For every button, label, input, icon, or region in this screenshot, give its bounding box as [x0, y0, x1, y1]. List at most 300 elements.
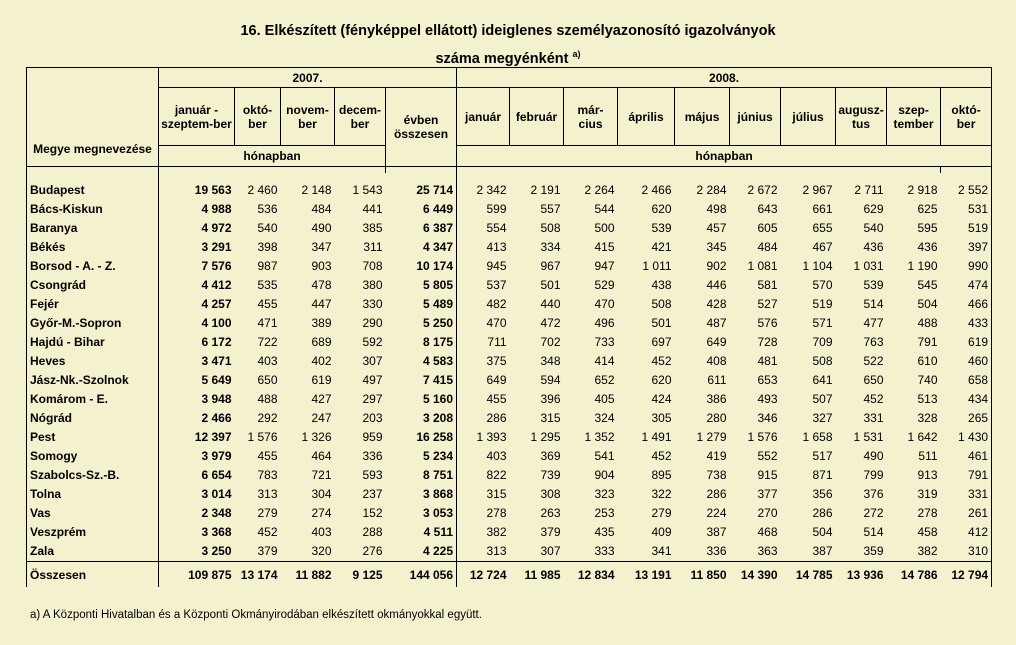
cell-value: 519 [941, 219, 992, 238]
cell-value: 5 234 [386, 447, 457, 466]
cell-value: 1 658 [802, 430, 833, 444]
cell-value: 484 [757, 240, 778, 254]
cell-value: 619 [311, 373, 332, 387]
cell-value: 1 031 [853, 259, 884, 273]
cell-value: 474 [941, 276, 992, 295]
cell-value: 519 [812, 297, 833, 311]
cell-value: 279 [257, 506, 278, 520]
cell-value: 791 [917, 335, 938, 349]
cell-value: 5 649 [201, 373, 232, 387]
cell-value: 2 672 [747, 183, 778, 197]
county-name: Borsod - A. - Z. [27, 257, 159, 276]
cell-value: 4 100 [201, 316, 232, 330]
cell-value: 336 [362, 449, 383, 463]
cell-value: 1 430 [941, 428, 992, 447]
cell-value: 2 284 [696, 183, 727, 197]
cell-value: 387 [781, 542, 836, 562]
cell-value: 540 [257, 221, 278, 235]
cell-value: 708 [362, 259, 383, 273]
cell-value: 288 [362, 525, 383, 539]
cell-value: 13 191 [618, 562, 675, 588]
cell-value: 253 [594, 506, 615, 520]
cell-value: 446 [706, 278, 727, 292]
header-honapban-2008: hónapban [457, 146, 992, 167]
cell-value: 650 [257, 373, 278, 387]
cell-value: 328 [917, 411, 938, 425]
cell-value: 11 850 [675, 562, 730, 588]
cell-value: 508 [812, 354, 833, 368]
cell-value: 320 [281, 542, 335, 562]
cell-value: 643 [757, 202, 778, 216]
header-2007-month: októ-ber [235, 88, 281, 146]
cell-value: 1 295 [530, 430, 561, 444]
cell-value: 610 [917, 354, 938, 368]
cell-value: 1 642 [907, 430, 938, 444]
table-title-line2 [0, 49, 1016, 67]
cell-value: 514 [863, 297, 884, 311]
cell-value: 363 [730, 542, 781, 562]
cell-value: 571 [812, 316, 833, 330]
cell-value: 464 [311, 449, 332, 463]
county-name: Hajdú - Bihar [27, 333, 159, 352]
county-name: Pest [27, 428, 159, 447]
cell-value: 14 786 [887, 562, 941, 588]
cell-value: 504 [917, 297, 938, 311]
cell-value: 280 [706, 411, 727, 425]
cell-value: 513 [917, 392, 938, 406]
cell-value: 3 291 [201, 240, 232, 254]
header-year-2007: 2007. [159, 68, 457, 88]
cell-value: 13 174 [235, 562, 281, 588]
cell-value: 478 [311, 278, 332, 292]
cell-value: 14 390 [730, 562, 781, 588]
cell-value: 424 [651, 392, 672, 406]
cell-value: 702 [540, 335, 561, 349]
header-2008-month: június [730, 88, 781, 146]
cell-value: 508 [651, 297, 672, 311]
cell-value: 265 [941, 409, 992, 428]
cell-value: 452 [651, 449, 672, 463]
cell-value: 967 [540, 259, 561, 273]
cell-value: 484 [311, 202, 332, 216]
table-row [27, 333, 992, 352]
header-2008-month: április [618, 88, 675, 146]
table-row [27, 173, 992, 200]
cell-value: 389 [311, 316, 332, 330]
county-name: Békés [27, 238, 159, 257]
cell-value: 286 [706, 487, 727, 501]
cell-value: 455 [486, 392, 507, 406]
cell-value: 375 [486, 354, 507, 368]
cell-value: 305 [651, 411, 672, 425]
cell-value: 1 531 [853, 430, 884, 444]
cell-value: 5 250 [386, 314, 457, 333]
cell-value: 466 [941, 295, 992, 314]
table-row [27, 276, 992, 295]
statistics-table [26, 67, 992, 587]
cell-value: 386 [706, 392, 727, 406]
cell-value: 313 [257, 487, 278, 501]
cell-value: 144 056 [386, 562, 457, 588]
cell-value: 428 [706, 297, 727, 311]
cell-value: 592 [362, 335, 383, 349]
cell-value: 913 [917, 468, 938, 482]
cell-value: 1 576 [247, 430, 278, 444]
cell-value: 799 [863, 468, 884, 482]
cell-value: 3 014 [201, 487, 232, 501]
cell-value: 276 [335, 542, 386, 562]
table-row [27, 200, 992, 219]
header-2008-month: február [510, 88, 564, 146]
cell-value: 414 [594, 354, 615, 368]
cell-value: 224 [706, 506, 727, 520]
cell-value: 308 [540, 487, 561, 501]
cell-value: 310 [941, 542, 992, 562]
cell-value: 493 [757, 392, 778, 406]
cell-value: 517 [812, 449, 833, 463]
cell-value: 261 [941, 504, 992, 523]
cell-value: 620 [651, 202, 672, 216]
cell-value: 477 [863, 316, 884, 330]
cell-value: 537 [486, 278, 507, 292]
cell-value: 7 415 [386, 371, 457, 390]
cell-value: 11 882 [281, 562, 335, 588]
cell-value: 649 [706, 335, 727, 349]
cell-value: 286 [812, 506, 833, 520]
cell-value: 497 [362, 373, 383, 387]
cell-value: 595 [917, 221, 938, 235]
cell-value: 652 [594, 373, 615, 387]
cell-value: 203 [362, 411, 383, 425]
cell-value: 508 [540, 221, 561, 235]
cell-value: 307 [510, 542, 564, 562]
county-name: Veszprém [27, 523, 159, 542]
cell-value: 436 [863, 240, 884, 254]
cell-value: 507 [812, 392, 833, 406]
cell-value: 650 [863, 373, 884, 387]
cell-value: 396 [540, 392, 561, 406]
cell-value: 514 [863, 525, 884, 539]
cell-value: 2 466 [201, 411, 232, 425]
cell-value: 4 972 [201, 221, 232, 235]
cell-value: 599 [486, 202, 507, 216]
cell-value: 379 [235, 542, 281, 562]
cell-value: 331 [863, 411, 884, 425]
cell-value: 904 [594, 468, 615, 482]
county-name: Komárom - E. [27, 390, 159, 409]
cell-value: 455 [257, 297, 278, 311]
cell-value: 274 [311, 506, 332, 520]
cell-value: 427 [311, 392, 332, 406]
cell-value: 504 [812, 525, 833, 539]
cell-value: 576 [757, 316, 778, 330]
cell-value: 452 [863, 392, 884, 406]
cell-value: 903 [311, 259, 332, 273]
table-row [27, 219, 992, 238]
cell-value: 333 [564, 542, 618, 562]
cell-value: 544 [594, 202, 615, 216]
cell-value: 722 [257, 335, 278, 349]
cell-value: 3 250 [159, 542, 235, 562]
cell-value: 415 [594, 240, 615, 254]
cell-value: 413 [486, 240, 507, 254]
cell-value: 987 [257, 259, 278, 273]
cell-value: 5 160 [386, 390, 457, 409]
cell-value: 297 [362, 392, 383, 406]
table-row [27, 352, 992, 371]
cell-value: 16 258 [386, 428, 457, 447]
cell-value: 455 [257, 449, 278, 463]
cell-value: 653 [757, 373, 778, 387]
county-name: Zala [27, 542, 159, 562]
cell-value: 3 208 [386, 409, 457, 428]
cell-value: 539 [651, 221, 672, 235]
cell-value: 421 [651, 240, 672, 254]
table-title-text: száma megyénként [435, 50, 569, 67]
cell-value: 3 979 [201, 449, 232, 463]
cell-value: 452 [257, 525, 278, 539]
cell-value: 398 [257, 240, 278, 254]
cell-value: 783 [257, 468, 278, 482]
cell-value: 435 [594, 525, 615, 539]
cell-value: 376 [863, 487, 884, 501]
cell-value: 467 [812, 240, 833, 254]
header-2008-month: július [781, 88, 836, 146]
cell-value: 419 [706, 449, 727, 463]
header-honapban-2007: hónapban [159, 146, 386, 167]
cell-value: 871 [812, 468, 833, 482]
cell-value: 4 988 [201, 202, 232, 216]
cell-value: 3 368 [201, 525, 232, 539]
header-year-2008: 2008. [457, 68, 992, 88]
cell-value: 488 [917, 316, 938, 330]
cell-value: 433 [941, 314, 992, 333]
header-megye: Megye megnevezése [27, 68, 159, 167]
cell-value: 488 [257, 392, 278, 406]
cell-value: 438 [651, 278, 672, 292]
cell-value: 380 [362, 278, 383, 292]
cell-value: 330 [362, 297, 383, 311]
header-2008-month: már-cius [564, 88, 618, 146]
header-2007-month: január - szeptem-ber [159, 88, 235, 146]
cell-value: 109 875 [159, 562, 235, 588]
cell-value: 763 [863, 335, 884, 349]
cell-value: 2 460 [247, 183, 278, 197]
cell-value: 304 [311, 487, 332, 501]
cell-value: 1 279 [696, 430, 727, 444]
cell-value: 447 [311, 297, 332, 311]
cell-value: 733 [594, 335, 615, 349]
cell-value: 500 [594, 221, 615, 235]
cell-value: 263 [540, 506, 561, 520]
cell-value: 487 [706, 316, 727, 330]
cell-value: 1 081 [747, 259, 778, 273]
cell-value: 345 [706, 240, 727, 254]
cell-value: 8 751 [386, 466, 457, 485]
cell-value: 379 [540, 525, 561, 539]
cell-value: 11 985 [510, 562, 564, 588]
cell-value: 496 [594, 316, 615, 330]
cell-value: 490 [311, 221, 332, 235]
cell-value: 10 174 [386, 257, 457, 276]
cell-value: 536 [257, 202, 278, 216]
cell-value: 331 [941, 485, 992, 504]
cell-value: 434 [941, 390, 992, 409]
cell-value: 895 [651, 468, 672, 482]
cell-value: 570 [812, 278, 833, 292]
cell-value: 697 [651, 335, 672, 349]
cell-value: 605 [757, 221, 778, 235]
cell-value: 315 [486, 487, 507, 501]
cell-value: 709 [812, 335, 833, 349]
cell-value: 1 543 [352, 183, 383, 197]
cell-value: 270 [757, 506, 778, 520]
cell-value: 279 [651, 506, 672, 520]
cell-value: 292 [257, 411, 278, 425]
cell-value: 1 393 [476, 430, 507, 444]
cell-value: 541 [594, 449, 615, 463]
cell-value: 535 [257, 278, 278, 292]
cell-value: 529 [594, 278, 615, 292]
table-row [27, 542, 992, 562]
cell-value: 347 [311, 240, 332, 254]
table-row [27, 314, 992, 333]
cell-value: 369 [540, 449, 561, 463]
cell-value: 471 [257, 316, 278, 330]
cell-value: 348 [540, 354, 561, 368]
cell-value: 315 [540, 411, 561, 425]
cell-value: 791 [941, 466, 992, 485]
cell-value: 658 [941, 371, 992, 390]
cell-value: 728 [757, 335, 778, 349]
cell-value: 4 511 [386, 523, 457, 542]
table-row [27, 238, 992, 257]
cell-value: 661 [812, 202, 833, 216]
cell-value: 9 125 [335, 562, 386, 588]
cell-value: 641 [812, 373, 833, 387]
table-title-line1: 16. Elkészített (fényképpel ellátott) ideiglenes személyazonosító igazolványok [240, 23, 776, 39]
cell-value: 501 [651, 316, 672, 330]
cell-value: 12 834 [564, 562, 618, 588]
cell-value: 412 [941, 523, 992, 542]
cell-value: 402 [311, 354, 332, 368]
cell-value: 12 794 [941, 562, 992, 588]
cell-value: 322 [651, 487, 672, 501]
cell-value: 313 [457, 542, 510, 562]
cell-value: 6 172 [201, 335, 232, 349]
header-2008-month: május [675, 88, 730, 146]
cell-value: 721 [311, 468, 332, 482]
cell-value: 8 175 [386, 333, 457, 352]
header-2008-month: szep-tember [887, 88, 941, 146]
cell-value: 436 [917, 240, 938, 254]
table-row [27, 523, 992, 542]
cell-value: 490 [863, 449, 884, 463]
cell-value: 7 576 [201, 259, 232, 273]
cell-value: 387 [706, 525, 727, 539]
cell-value: 440 [540, 297, 561, 311]
total-row [27, 562, 992, 588]
cell-value: 822 [486, 468, 507, 482]
cell-value: 594 [540, 373, 561, 387]
cell-value: 625 [917, 202, 938, 216]
cell-value: 359 [836, 542, 887, 562]
cell-value: 6 654 [201, 468, 232, 482]
cell-value: 738 [706, 468, 727, 482]
header-2008-month: január [457, 88, 510, 146]
cell-value: 511 [918, 449, 938, 463]
cell-value: 382 [486, 525, 507, 539]
county-name: Fejér [27, 295, 159, 314]
table-row [27, 371, 992, 390]
cell-value: 408 [706, 354, 727, 368]
cell-value: 382 [887, 542, 941, 562]
cell-value: 323 [594, 487, 615, 501]
cell-value: 552 [757, 449, 778, 463]
cell-value: 19 563 [194, 183, 232, 197]
cell-value: 2 264 [584, 183, 615, 197]
cell-value: 470 [594, 297, 615, 311]
cell-value: 1 576 [747, 430, 778, 444]
header-2008-month: augusz-tus [836, 88, 887, 146]
cell-value: 739 [540, 468, 561, 482]
cell-value: 13 936 [836, 562, 887, 588]
cell-value: 290 [362, 316, 383, 330]
cell-value: 1 011 [642, 259, 672, 273]
cell-value: 2 191 [530, 183, 561, 197]
cell-value: 346 [757, 411, 778, 425]
cell-value: 2 148 [301, 183, 332, 197]
cell-value: 2 552 [941, 173, 992, 200]
cell-value: 460 [941, 352, 992, 371]
cell-value: 581 [757, 278, 778, 292]
county-name: Somogy [27, 447, 159, 466]
county-name: Jász-Nk.-Szolnok [27, 371, 159, 390]
cell-value: 327 [812, 411, 833, 425]
cell-value: 611 [707, 373, 727, 387]
cell-value: 6 449 [386, 200, 457, 219]
county-name: Győr-M.-Sopron [27, 314, 159, 333]
cell-value: 902 [706, 259, 727, 273]
cell-value: 498 [706, 202, 727, 216]
cell-value: 557 [540, 202, 561, 216]
table-row [27, 295, 992, 314]
cell-value: 990 [941, 257, 992, 276]
cell-value: 341 [618, 542, 675, 562]
cell-value: 25 714 [386, 173, 457, 200]
cell-value: 397 [941, 238, 992, 257]
footnote: a) A Központi Hivatalban és a Központi Okmányirodában elkészített okmányokkal együtt. [30, 609, 482, 621]
county-name: Összesen [27, 562, 159, 588]
cell-value: 458 [917, 525, 938, 539]
cell-value: 947 [594, 259, 615, 273]
cell-value: 324 [594, 411, 615, 425]
cell-value: 655 [812, 221, 833, 235]
table-row [27, 485, 992, 504]
cell-value: 247 [311, 411, 332, 425]
cell-value: 14 785 [781, 562, 836, 588]
cell-value: 152 [362, 506, 383, 520]
cell-value: 5 805 [386, 276, 457, 295]
cell-value: 3 948 [201, 392, 232, 406]
cell-value: 481 [757, 354, 778, 368]
cell-value: 319 [917, 487, 938, 501]
cell-value: 377 [757, 487, 778, 501]
cell-value: 403 [311, 525, 332, 539]
cell-value: 278 [486, 506, 507, 520]
table-row [27, 447, 992, 466]
cell-value: 482 [486, 297, 507, 311]
